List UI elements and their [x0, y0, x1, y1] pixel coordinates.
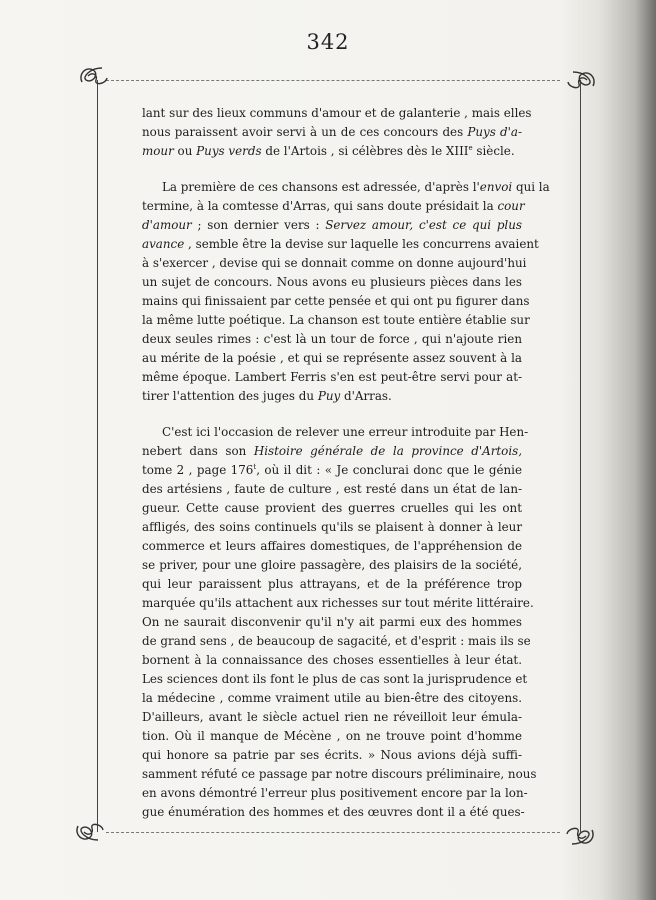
text-line: samment réfuté ce passage par notre discours préliminaire, nous [142, 767, 537, 781]
text-line: en avons démontré l'erreur plus positivement encore par la lon- [142, 786, 528, 800]
text-line: tion. Où il manque de Mécène , on ne trouve point d'homme [142, 729, 522, 743]
text-line: Les sciences dont ils font le plus de cas sont la jurisprudence et [142, 672, 528, 686]
text-line: même époque. Lambert Ferris s'en est peut-être servi pour at- [142, 370, 522, 384]
corner-ornament-bottom-right [564, 822, 598, 852]
corner-ornament-bottom-left [72, 818, 106, 848]
text-line: tome 2 , page 176$^t$, où il dit : « Je conclurai donc que le génie [142, 463, 522, 477]
frame-right-rule [580, 80, 581, 832]
text-line: qui leur paraissent plus attrayans, et de la préférence trop [142, 577, 522, 591]
text-line: au mérite de la poésie , et qui se représente assez souvent à la [142, 351, 522, 365]
italic-term: Puy [317, 389, 341, 403]
frame-left-rule [97, 80, 98, 832]
italic-term: envoi [479, 180, 513, 194]
text-line: la même lutte poétique. La chanson est toute entière établie sur [142, 313, 530, 327]
text-line: gueur. Cette cause provient des guerres cruelles qui les ont [142, 501, 522, 515]
text-line: affligés, des soins continuels qu'ils se plaisent à donner à leur [142, 520, 522, 534]
superscript: e [468, 144, 473, 153]
text-line: lant sur des lieux communs d'amour et de galanterie , mais elles [142, 106, 532, 120]
italic-term: Histoire générale de la province d'Artois, [253, 444, 523, 458]
italic-term: mour [142, 144, 174, 158]
superscript: t [253, 463, 257, 472]
text-line: La première de ces chansons est adressée, d'après l'envoi qui la [162, 180, 550, 194]
text-line: C'est ici l'occasion de relever une erreur introduite par Hen- [162, 425, 529, 439]
body-text [142, 104, 550, 822]
paragraph-2 [142, 178, 550, 406]
italic-term: Puys d'a- [467, 125, 522, 139]
corner-ornament-top-left [76, 60, 110, 90]
corner-ornament-top-right [565, 64, 599, 94]
italic-term: avance [142, 237, 185, 251]
text-line: bornent à la connaissance des choses essentielles à leur état. [142, 653, 522, 667]
text-line: à s'exercer , devise qui se donnait comme on donne aujourd'hui [142, 256, 527, 270]
text-line: de grand sens , de beaucoup de sagacité, et d'esprit : mais ils se [142, 634, 531, 648]
italic-term: d'amour [142, 218, 192, 232]
text-line: un sujet de concours. Nous avons eu plusieurs pièces dans les [142, 275, 522, 289]
text-line: tirer l'attention des juges du Puy d'Arras. [142, 389, 392, 403]
frame-bottom-rule [106, 832, 560, 833]
text-line: qui honore sa patrie par ses écrits. » Nous avions déjà suffi- [142, 748, 522, 762]
paragraph-1 [142, 104, 532, 161]
text-line: commerce et leurs affaires domestiques, de l'appréhension de [142, 539, 522, 553]
italic-term: Servez amour, c'est ce qui plus [325, 218, 522, 232]
page-number: 342 [306, 30, 350, 54]
paragraph-3 [142, 423, 537, 822]
text-line: D'ailleurs, avant le siècle actuel rien ne réveilloit leur émula- [142, 710, 522, 724]
text-line: gue énumération des hommes et des œuvres dont il a été ques- [142, 805, 525, 819]
text-line: la médecine , comme vraiment utile au bien-être des citoyens. [142, 691, 522, 705]
frame-top-rule [106, 80, 560, 81]
text-line: deux seules rimes : c'est là un tour de force , qui n'ajoute rien [142, 332, 522, 346]
text-line: avance , semble être la devise sur laquelle les concurrens avaient [142, 237, 539, 251]
text-line: nebert dans son Histoire générale de la province d'Artois, [142, 444, 523, 458]
text-line: nous paraissent avoir servi à un de ces concours des Puys d'a- [142, 125, 522, 139]
text-line: des artésiens , faute de culture , est resté dans un état de lan- [142, 482, 522, 496]
text-line: mains qui finissaient par cette pensée et qui ont pu figurer dans [142, 294, 530, 308]
text-line: marquée qu'ils attachent aux richesses sur tout mérite littéraire. [142, 596, 534, 610]
text-line: mour ou Puys verds de l'Artois , si célèbres dès le XIIIe siècle. [142, 144, 515, 158]
text-line: se priver, pour une gloire passagère, des plaisirs de la société, [142, 558, 522, 572]
text-line: On ne saurait disconvenir qu'il n'y ait parmi eux des hommes [142, 615, 522, 629]
text-line: termine, à la comtesse d'Arras, qui sans doute présidait la cour [142, 199, 525, 213]
italic-term: cour [497, 199, 525, 213]
italic-term: Puys verds [196, 144, 262, 158]
text-line: d'amour ; son dernier vers : Servez amour, c'est ce qui plus [142, 218, 522, 232]
